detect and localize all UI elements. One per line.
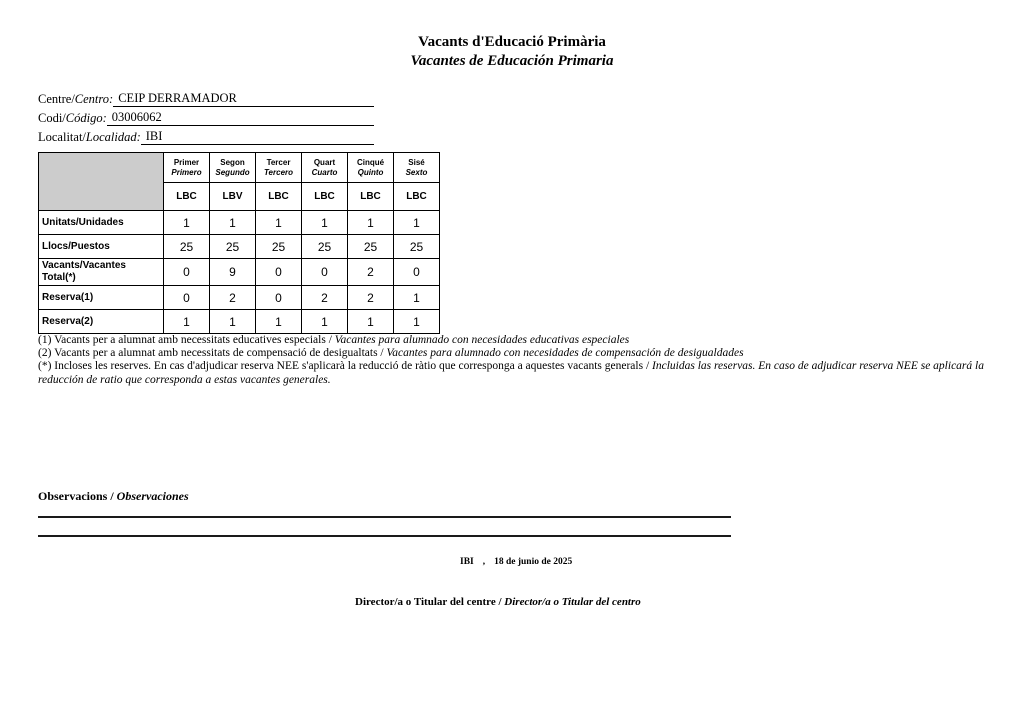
header-fields (38, 89, 374, 146)
table-cell: 1 (302, 211, 348, 235)
table-cell: 1 (164, 211, 210, 235)
vacancies-table (38, 152, 440, 334)
page-title-es: Vacantes de Educación Primaria (410, 53, 614, 69)
table-cell: 0 (256, 286, 302, 310)
col-type: LBV (210, 183, 256, 211)
table-cell: 2 (348, 259, 394, 286)
footnotes (38, 334, 990, 387)
table-row-unitats (39, 211, 440, 235)
table-cell: 0 (164, 286, 210, 310)
page-title-ca: Vacants d'Educació Primària (418, 34, 606, 50)
footnote-asterisk: (*) Incloses les reserves. En cas d'adjudicar reserva NEE s'aplicarà la reducció de ràtio que corresponga a aquestes vacants generals / Incluidas las reservas. En caso de adjudicar reserva NEE se aplicará la reducción de ratio que corresponda a estas vacantes generales. (38, 360, 984, 386)
table-cell: 1 (210, 211, 256, 235)
col-header-cinque: Cinqué Quinto (348, 153, 394, 183)
col-header-sise: Sisé Sexto (394, 153, 440, 183)
place-date-line (460, 557, 572, 567)
col-type: LBC (348, 183, 394, 211)
row-label: Unitats/Unidades (39, 211, 164, 235)
codi-label: Codi/Código: (38, 111, 107, 125)
row-label: Vacants/Vacantes Total(*) (39, 259, 164, 286)
table-cell: 1 (348, 211, 394, 235)
col-type: LBC (256, 183, 302, 211)
centre-value: CEIP DERRAMADOR (113, 91, 374, 107)
col-header-quart: Quart Cuarto (302, 153, 348, 183)
table-row-vacants (39, 259, 440, 286)
observations-line-1 (38, 516, 731, 518)
table-cell: 1 (394, 310, 440, 334)
table-cell: 0 (302, 259, 348, 286)
table-cell: 1 (302, 310, 348, 334)
table-cell: 0 (394, 259, 440, 286)
table-cell: 0 (256, 259, 302, 286)
localitat-value: IBI (141, 129, 374, 145)
place-value: IBI (460, 557, 474, 567)
footnote-1: (1) Vacants per a alumnat amb necessitats educatives especials / Vacantes para alumnado con necesidades educativas especiales (38, 334, 630, 346)
table-row-llocs (39, 235, 440, 259)
table-cell: 2 (348, 286, 394, 310)
row-label: Reserva(1) (39, 286, 164, 310)
signature-title: Director/a o Titular del centre / Director/a o Titular del centro (355, 596, 641, 608)
col-header-segon: Segon Segundo (210, 153, 256, 183)
table-cell: 1 (394, 286, 440, 310)
centre-label: Centre/Centro: (38, 92, 114, 106)
row-label: Reserva(2) (39, 310, 164, 334)
table-cell: 1 (210, 310, 256, 334)
col-type: LBC (164, 183, 210, 211)
table-cell: 25 (394, 235, 440, 259)
row-label: Llocs/Puestos (39, 235, 164, 259)
table-corner-cell (39, 153, 164, 211)
table-cell: 25 (164, 235, 210, 259)
col-type: LBC (302, 183, 348, 211)
table-cell: 2 (302, 286, 348, 310)
date-value: 18 de junio de 2025 (494, 557, 573, 567)
table-cell: 1 (394, 211, 440, 235)
col-header-primer: Primer Primero (164, 153, 210, 183)
col-header-tercer: Tercer Tercero (256, 153, 302, 183)
table-cell: 25 (348, 235, 394, 259)
observations-line-2 (38, 535, 731, 537)
table-cell: 25 (256, 235, 302, 259)
table-cell: 9 (210, 259, 256, 286)
table-cell: 1 (256, 211, 302, 235)
date-separator: , (482, 557, 486, 567)
table-cell: 1 (348, 310, 394, 334)
table-cell: 25 (210, 235, 256, 259)
table-row-reserva1 (39, 286, 440, 310)
page-title (0, 33, 1024, 71)
table-cell: 25 (302, 235, 348, 259)
col-type: LBC (394, 183, 440, 211)
table-cell: 1 (256, 310, 302, 334)
field-codi (38, 108, 374, 126)
table-cell: 0 (164, 259, 210, 286)
field-centre (38, 89, 374, 107)
table-cell: 1 (164, 310, 210, 334)
localitat-label: Localitat/Localidad: (38, 130, 141, 144)
codi-value: 03006062 (107, 110, 374, 126)
table-cell: 2 (210, 286, 256, 310)
observations-label: Observacions / Observaciones (38, 489, 189, 503)
table-row-reserva2 (39, 310, 440, 334)
footnote-2: (2) Vacants per a alumnat amb necessitats de compensació de desigualtats / Vacantes para alumnado con necesidades de compensación de desigualdades (38, 347, 744, 360)
field-localitat (38, 127, 374, 145)
